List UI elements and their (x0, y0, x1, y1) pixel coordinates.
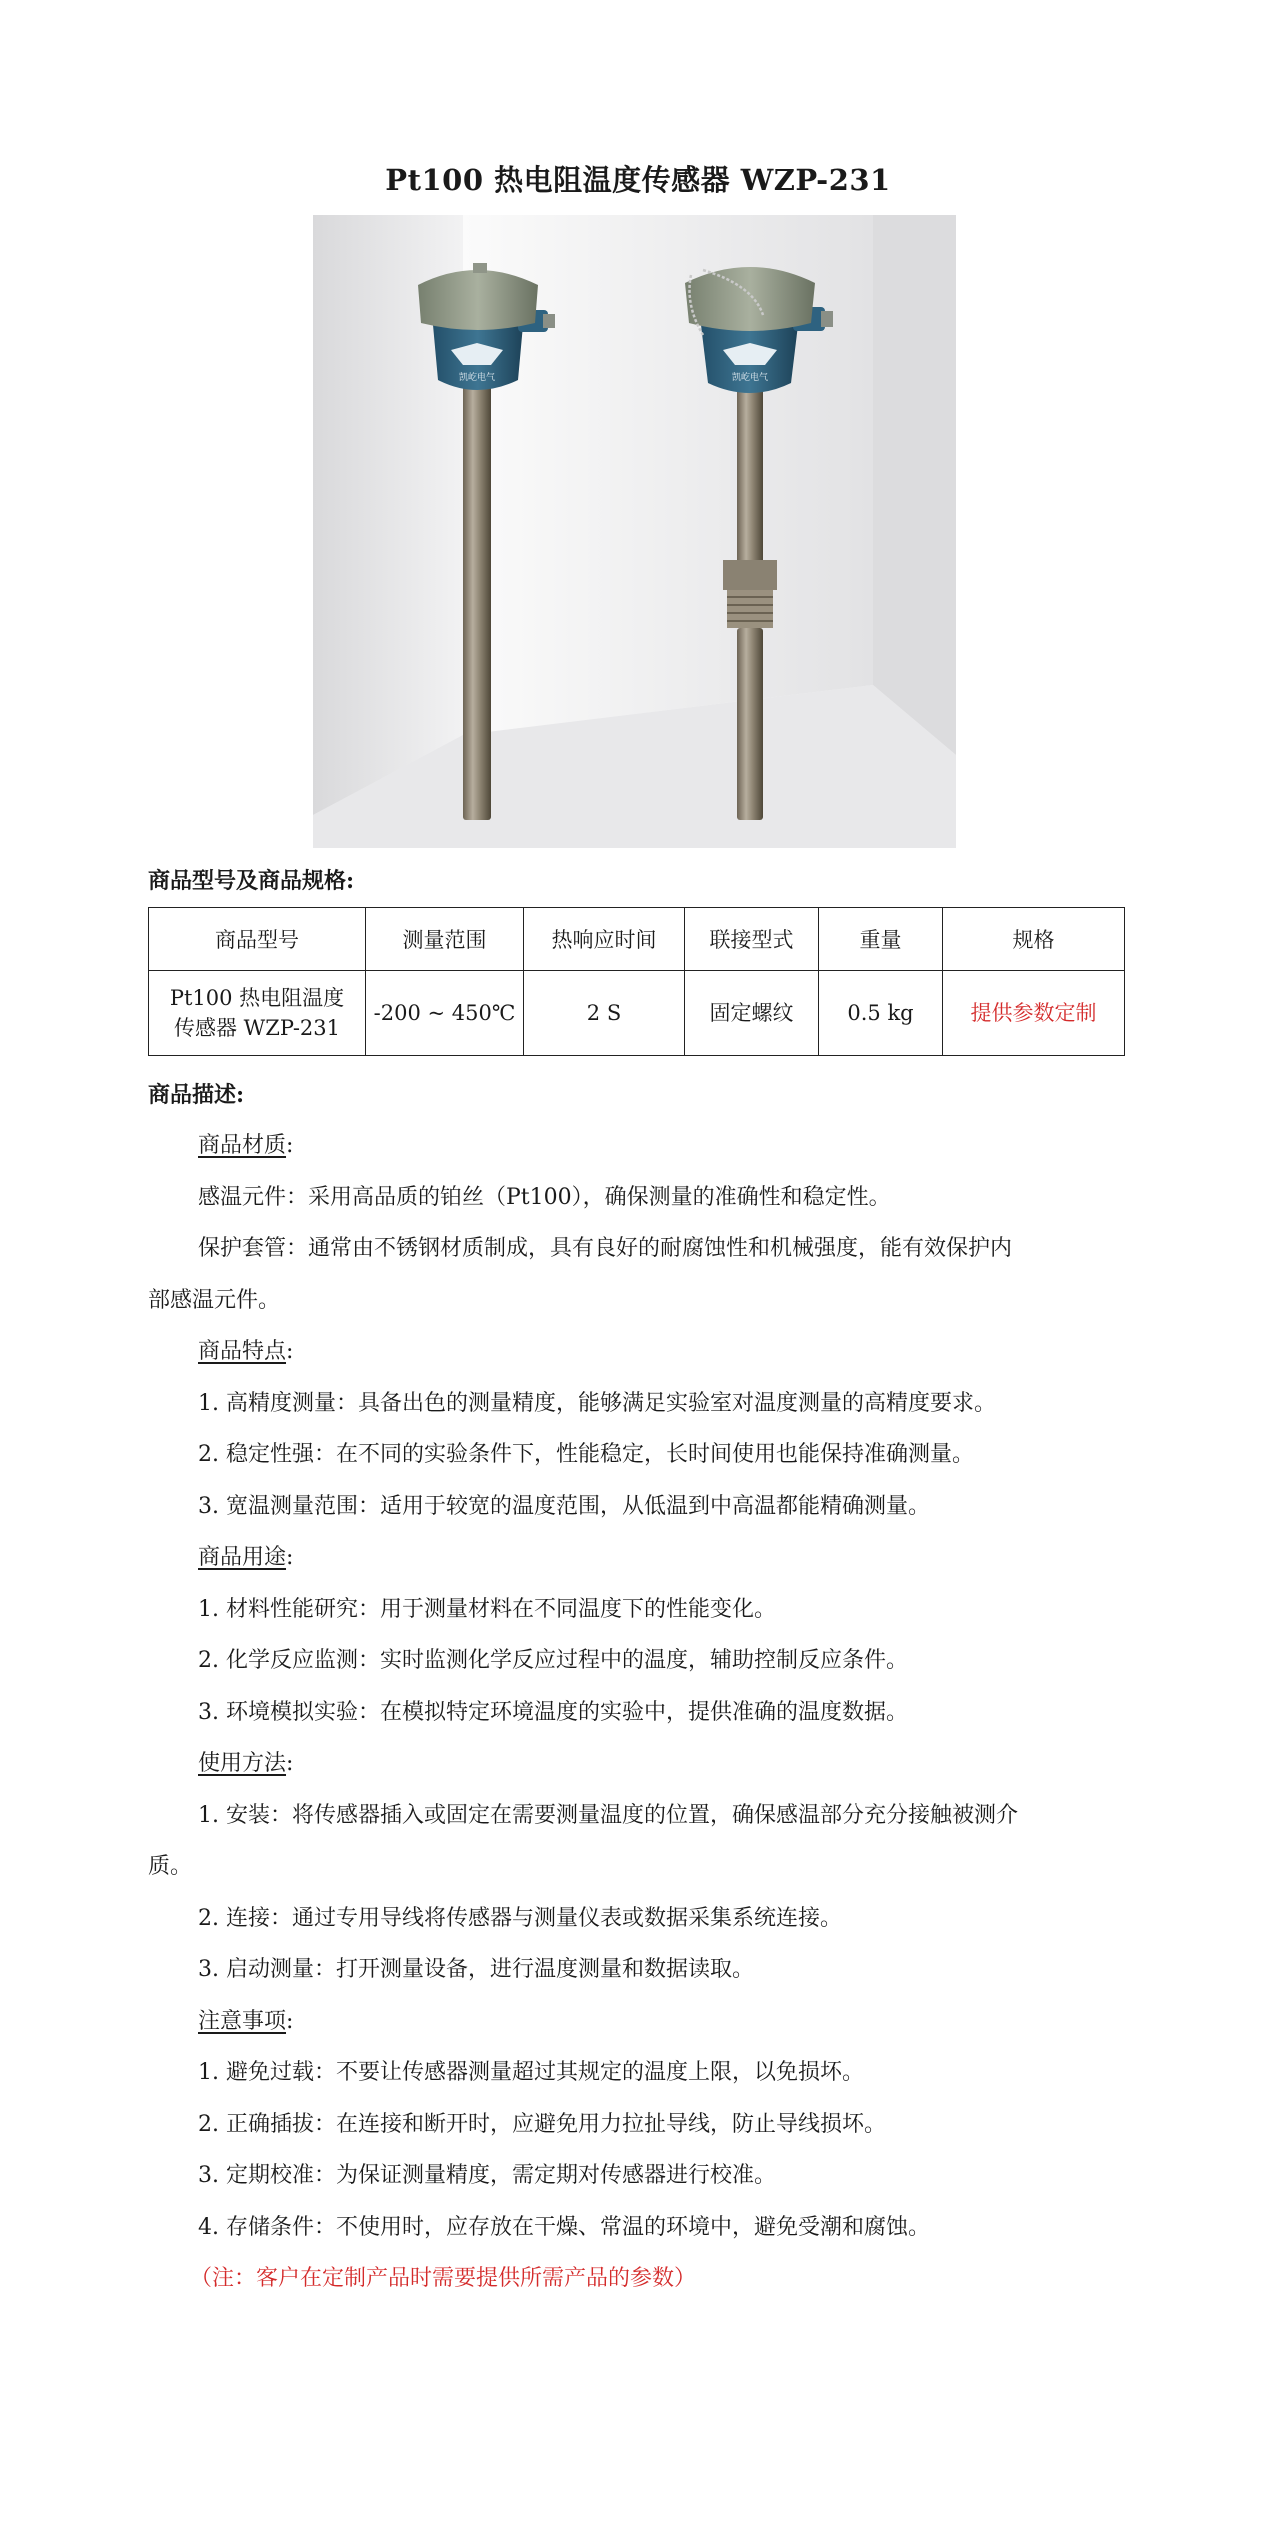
material-item-2: 保护套管：通常由不锈钢材质制成，具有良好的耐腐蚀性和机械强度，能有效保护内 (198, 1236, 1013, 1261)
cell-range: -200 ~ 450℃ (366, 971, 524, 1056)
uses-colon: : (286, 1545, 294, 1570)
usage-colon: : (286, 1751, 294, 1776)
usage-item-1: 1. 安装：将传感器插入或固定在需要测量温度的位置，确保感温部分充分接触被测介 (198, 1803, 1018, 1828)
uses-title: 商品用途 (198, 1545, 287, 1570)
features-subheading (198, 1334, 293, 1365)
features-item-2: 2. 稳定性强：在不同的实验条件下，性能稳定，长时间使用也能保持准确测量。 (198, 1442, 974, 1467)
usage-item-1-cont: 质。 (148, 1854, 193, 1879)
logo-text-right: 凯屹电气 (731, 373, 769, 383)
notes-colon: : (286, 2009, 294, 2034)
description-heading: 商品描述: (148, 1082, 245, 1108)
header-model: 商品型号 (149, 908, 366, 971)
material-item-2-cont: 部感温元件。 (148, 1288, 281, 1313)
custom-order-note: （注：客户在定制产品时需要提供所需产品的参数） (190, 2266, 697, 2291)
notes-subheading (198, 2004, 293, 2035)
cell-connection: 固定螺纹 (685, 971, 819, 1056)
page-title: Pt100 热电阻温度传感器 WZP-231 (385, 163, 891, 197)
notes-item-3: 3. 定期校准：为保证测量精度，需定期对传感器进行校准。 (198, 2163, 776, 2188)
uses-item-2: 2. 化学反应监测：实时监测化学反应过程中的温度，辅助控制反应条件。 (198, 1648, 908, 1673)
header-weight: 重量 (819, 908, 943, 971)
notes-item-2: 2. 正确插拔：在连接和断开时，应避免用力拉扯导线，防止导线损坏。 (198, 2112, 886, 2137)
header-range: 测量范围 (366, 908, 524, 971)
spec-table (148, 907, 1125, 1056)
material-colon: : (286, 1133, 294, 1158)
notes-item-4: 4. 存储条件：不使用时，应存放在干燥、常温的环境中，避免受潮和腐蚀。 (198, 2215, 930, 2240)
spec-table-header-row (149, 908, 1125, 971)
features-colon: : (286, 1339, 294, 1364)
header-response: 热响应时间 (524, 908, 685, 971)
features-item-3: 3. 宽温测量范围：适用于较宽的温度范围，从低温到中高温都能精确测量。 (198, 1494, 930, 1519)
product-photo-illustration (313, 215, 956, 848)
spec-table-row (149, 971, 1125, 1056)
cell-model (149, 971, 366, 1056)
header-connection: 联接型式 (685, 908, 819, 971)
logo-text-left: 凯屹电气 (458, 373, 496, 383)
features-item-1: 1. 高精度测量：具备出色的测量精度，能够满足实验室对温度测量的高精度要求。 (198, 1391, 996, 1416)
uses-subheading (198, 1540, 293, 1571)
cell-weight: 0.5 kg (819, 971, 943, 1056)
uses-item-1: 1. 材料性能研究：用于测量材料在不同温度下的性能变化。 (198, 1597, 776, 1622)
uses-item-3: 3. 环境模拟实验：在模拟特定环境温度的实验中，提供准确的温度数据。 (198, 1700, 908, 1725)
material-title: 商品材质 (198, 1133, 287, 1158)
notes-title: 注意事项 (198, 2009, 287, 2034)
notes-item-1: 1. 避免过载：不要让传感器测量超过其规定的温度上限，以免损坏。 (198, 2060, 864, 2085)
cell-model-line1: Pt100 热电阻温度 (169, 986, 345, 1010)
header-spec: 规格 (943, 908, 1125, 971)
product-photo (313, 215, 956, 848)
usage-item-2: 2. 连接：通过专用导线将传感器与测量仪表或数据采集系统连接。 (198, 1906, 842, 1931)
cell-spec-custom: 提供参数定制 (943, 971, 1125, 1056)
material-subheading (198, 1128, 293, 1159)
features-title: 商品特点 (198, 1339, 287, 1364)
spec-heading: 商品型号及商品规格: (148, 868, 355, 894)
usage-item-3: 3. 启动测量：打开测量设备，进行温度测量和数据读取。 (198, 1957, 754, 1982)
cell-response: 2 S (524, 971, 685, 1056)
usage-subheading (198, 1746, 293, 1777)
cell-model-line2: 传感器 WZP-231 (173, 1016, 340, 1040)
usage-title: 使用方法 (198, 1751, 287, 1776)
material-item-1: 感温元件：采用高品质的铂丝（Pt100），确保测量的准确性和稳定性。 (198, 1185, 891, 1210)
